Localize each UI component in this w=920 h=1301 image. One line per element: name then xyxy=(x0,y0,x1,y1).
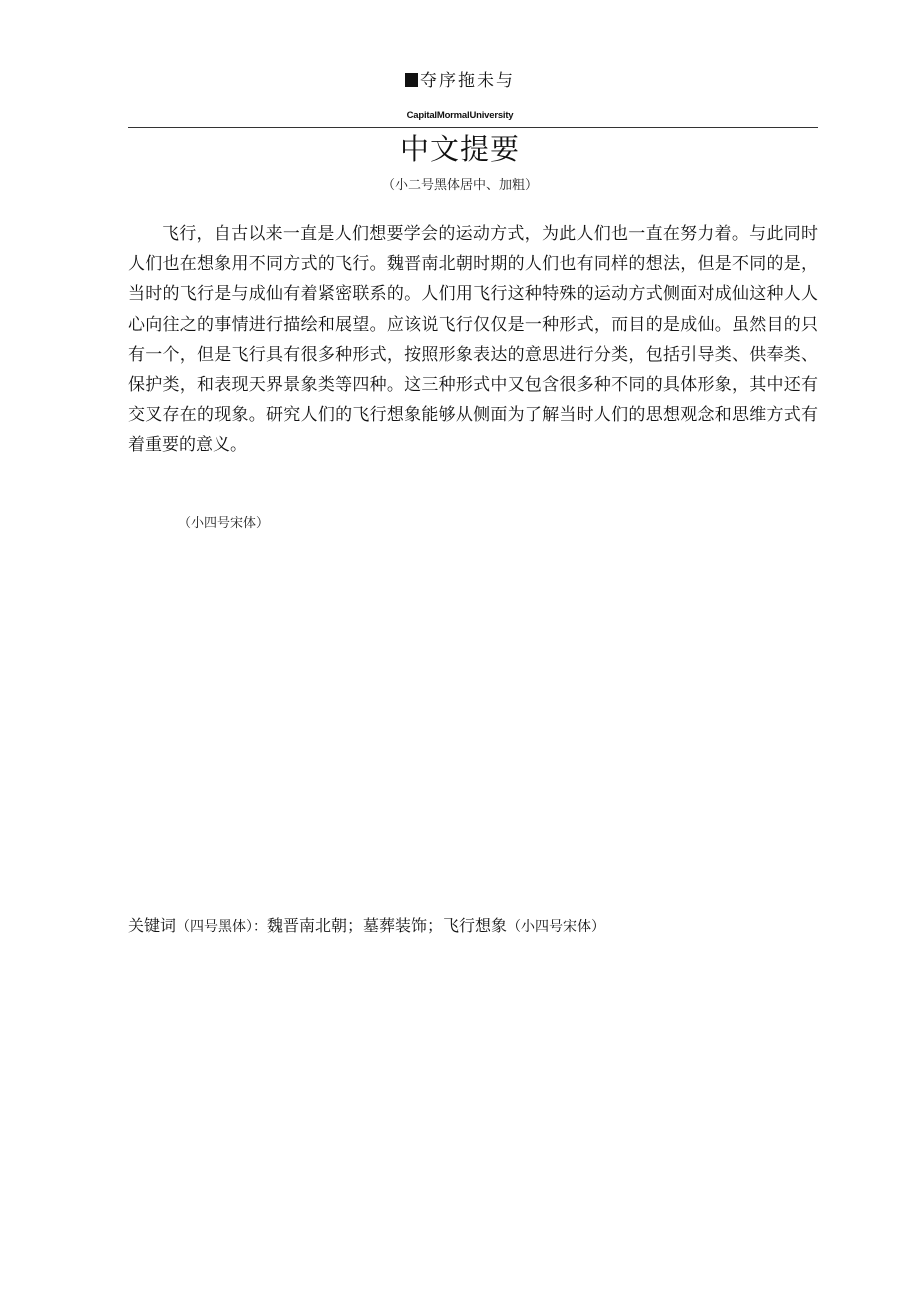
keywords-label-note: （四号黑体）： xyxy=(176,919,268,935)
page-title: 中文提要 xyxy=(399,132,520,166)
header-divider xyxy=(128,127,818,128)
body-format-note: （小四号宋体） xyxy=(178,516,270,531)
keywords-label: 关键词 xyxy=(128,916,177,935)
keywords-line xyxy=(128,915,818,938)
keywords-items-note: （小四号宋体） xyxy=(507,919,606,935)
title-format-note: （小二号黑体居中、加粗） xyxy=(381,178,538,193)
abstract-body: 飞行，自古以来一直是人们想要学会的运动方式，为此人们也一直在努力着。与此同时人们也在想象用不同方式的飞行。魏晋南北朝时期的人们也有同样的想法，但是不同的是，当时的飞行是与成仙有着紧密联系的。人们用飞行这种特殊的运动方式侧面对成仙这种人人心向往之的事情进行描绘和展望。应该说飞行仅仅是一种形式，而目的是成仙。虽然目的只有一个，但是飞行具有很多种形式，按照形象表达的意思进行分类，包括引导类、供奉类、保护类，和表现天界景象类等四种。这三种形式中又包含很多种不同的具体形象，其中还有交叉存在的现象。研究人们的飞行想象能够从侧面为了解当时人们的思想观念和思维方式有着重要的意义。 xyxy=(128,224,818,456)
university-english-name: CapitalMormalUniversity xyxy=(406,110,514,121)
logo-text: 夺序拖未与 xyxy=(420,71,515,91)
logo-mark-icon xyxy=(405,73,418,87)
university-logo xyxy=(0,70,920,92)
keywords-items: 魏晋南北朝；墓葬装饰；飞行想象 xyxy=(267,916,508,935)
